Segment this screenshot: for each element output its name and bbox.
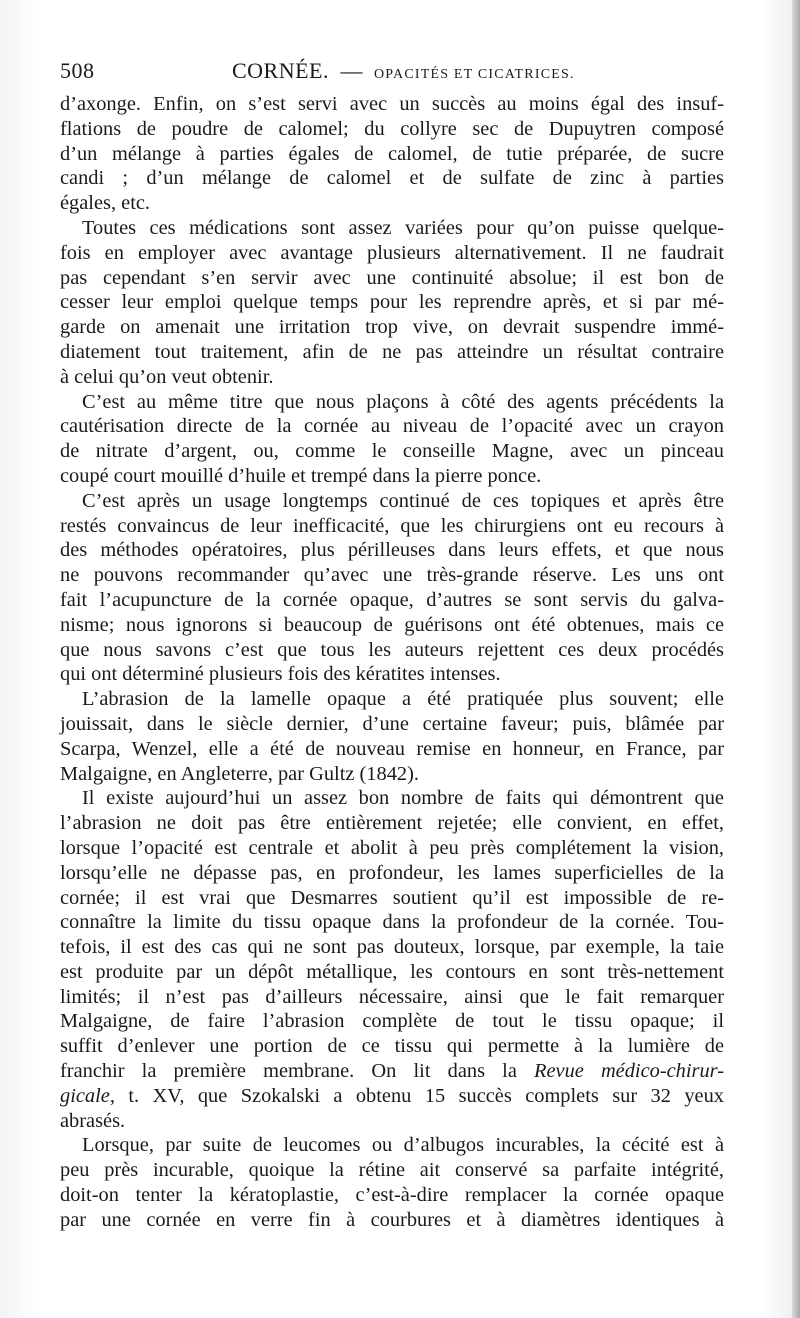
text-line: lorsqu’elle ne dépasse pas, en profondeur, les lames superficielles de la (60, 861, 724, 884)
text-line: des méthodes opératoires, plus périlleuses dans leurs effets, et que nous (60, 539, 724, 562)
text-line: tefois, il est des cas qui ne sont pas douteux, lorsque, par exemple, la taie (60, 936, 724, 959)
text-line: d’un mélange à parties égales de calomel, de tutie préparée, de sucre (60, 142, 724, 165)
text-line: par une cornée en verre fin à courbures et à diamètres identiques à (60, 1208, 724, 1231)
text-line: de nitrate d’argent, ou, comme le conseille Magne, avec un pinceau (60, 440, 724, 463)
text-line: qui ont déterminé plusieurs fois des kératites intenses. (60, 663, 501, 686)
text-line: l’abrasion ne doit pas être entièrement rejetée; elle convient, en effet, (60, 812, 724, 835)
text-line: est produite par un dépôt métallique, les contours en sont très-nettement (60, 960, 724, 983)
text-line (60, 1059, 724, 1084)
text-line: flations de poudre de calomel; du collyre sec de Dupuytren composé (60, 117, 724, 140)
running-title-subtitle: OPACITÉS ET CICATRICES. (374, 67, 575, 82)
text-line: égales, etc. (60, 192, 151, 215)
body-text (60, 92, 724, 1233)
text-line: pas cependant s’en servir avec une continuité absolue; il est bon de (60, 266, 724, 289)
running-header (60, 58, 724, 88)
text-segment: , t. XV, que Szokalski a obtenu 15 succès complets sur 32 yeux (109, 1084, 724, 1107)
journal-title-italic: gicale (60, 1084, 110, 1107)
paragraph-start-line: L’abrasion de la lamelle opaque a été pratiquée plus souvent; elle (82, 688, 724, 711)
text-line: fois en employer avec avantage plusieurs alternativement. Il ne faudrait (60, 241, 724, 264)
journal-title-italic: Revue médico-chirur- (534, 1060, 724, 1083)
paragraph-start-line: C’est au même titre que nous plaçons à côté des agents précédents la (82, 390, 724, 413)
text-line: limités; il n’est pas d’ailleurs nécessaire, ainsi que le fait remarquer (60, 985, 724, 1008)
text-line: doit-on tenter la kératoplastie, c’est-à-dire remplacer la cornée opaque (60, 1184, 724, 1207)
paragraph-start-line: Lorsque, par suite de leucomes ou d’albugos incurables, la cécité est à (82, 1134, 724, 1157)
text-line: abrasés. (60, 1109, 126, 1132)
paragraph-start-line: C’est après un usage longtemps continué de ces topiques et après être (82, 489, 724, 512)
text-line: connaître la limite du tissu opaque dans la profondeur de la cornée. Tou- (60, 911, 724, 934)
text-line: candi ; d’un mélange de calomel et de sulfate de zinc à parties (60, 167, 724, 190)
text-line: d’axonge. Enfin, on s’est servi avec un succès au moins égal des insuf- (60, 93, 724, 115)
text-line: diatement tout traitement, afin de ne pas atteindre un résultat contraire (60, 340, 724, 363)
text-line: Malgaigne, de faire l’abrasion complète de tout le tissu opaque; il (60, 1010, 724, 1033)
running-title-main: CORNÉE. (232, 58, 329, 83)
text-line: ne pouvons recommander qu’avec une très-grande réserve. Les uns ont (60, 564, 724, 587)
paragraph-start-line: Toutes ces médications sont assez variées pour qu’on puisse quelque- (82, 216, 724, 239)
text-line: fait l’acupuncture de la cornée opaque, d’autres se sont servis du galva- (60, 588, 724, 611)
text-line: jouissait, dans le siècle dernier, d’une certaine faveur; puis, blâmée par (60, 712, 724, 735)
text-line: Malgaigne, en Angleterre, par Gultz (1842). (60, 762, 419, 785)
text-line: suffit d’enlever une portion de ce tissu qui permette à la lumière de (60, 1035, 724, 1058)
text-line: peu près incurable, quoique la rétine ait conservé sa parfaite intégrité, (60, 1159, 724, 1182)
text-line: garde on amenait une irritation trop vive, on devrait suspendre immé- (60, 316, 724, 339)
text-line: cesser leur emploi quelque temps pour les reprendre après, et si par mé- (60, 291, 724, 314)
page-edge-shadow (792, 0, 800, 1318)
text-line: lorsque l’opacité est centrale et abolit à peu près complétement la vision, (60, 836, 724, 859)
text-segment: franchir la première membrane. On lit dans la (60, 1060, 535, 1083)
text-line: cornée; il est vrai que Desmarres soutient qu’il est impossible de re- (60, 886, 724, 909)
text-line: cautérisation directe de la cornée au niveau de l’opacité avec un crayon (60, 415, 724, 438)
text-line: Scarpa, Wenzel, elle a été de nouveau remise en honneur, en France, par (60, 737, 724, 760)
page-number: 508 (60, 58, 95, 83)
running-title (232, 58, 575, 84)
running-title-dash: — (340, 58, 363, 83)
text-line (60, 1084, 724, 1109)
text-line: restés convaincus de leur inefficacité, que les chirurgiens ont eu recours à (60, 514, 724, 537)
text-line: que nous savons c’est que tous les auteurs rejettent ces deux procédés (60, 638, 724, 661)
text-line: nisme; nous ignorons si beaucoup de guérisons ont été obtenues, mais ce (60, 613, 724, 636)
text-line: coupé court mouillé d’huile et trempé dans la pierre ponce. (60, 464, 542, 487)
paragraph-start-line: Il existe aujourd’hui un assez bon nombre de faits qui démontrent que (82, 787, 724, 810)
text-line: à celui qu’on veut obtenir. (60, 365, 274, 388)
